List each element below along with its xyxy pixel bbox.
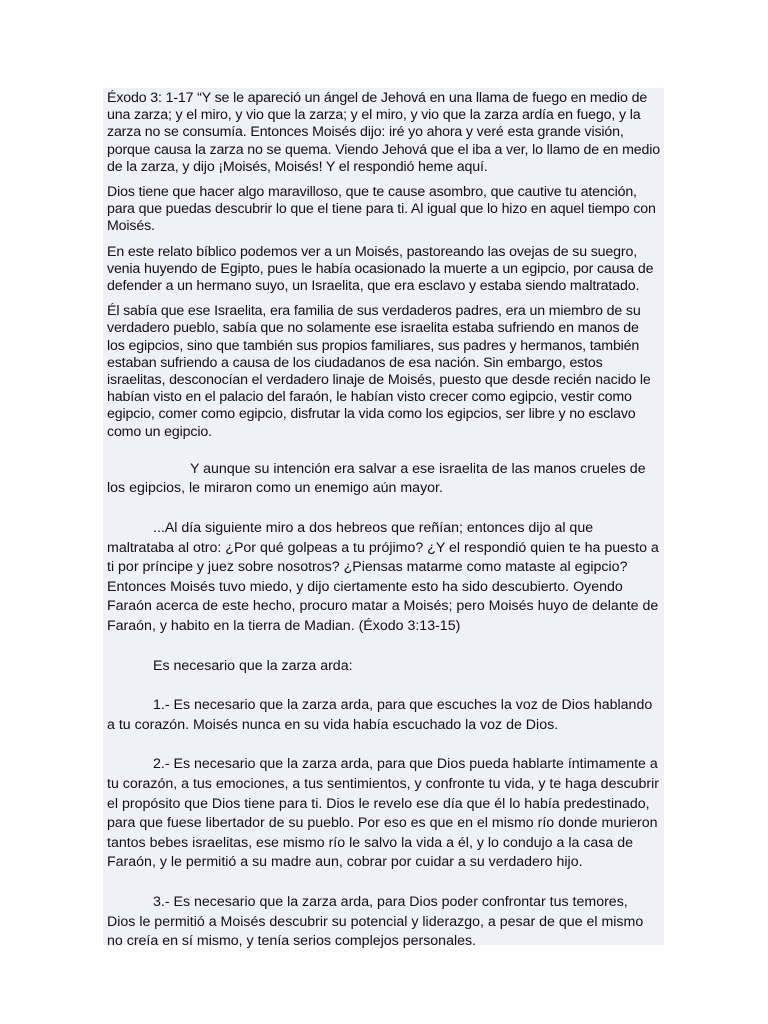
- paragraph-god-wonder: Dios tiene que hacer algo maravilloso, que te cause asombro, que cautive tu atención, para que puedas descubrir lo que el tiene para ti. Al igual que lo hizo en aquel tiempo con Moisés.: [107, 184, 656, 235]
- paragraph-zarza-heading-text: Es necesario que la zarza arda:: [153, 657, 353, 674]
- paragraph-point-3: [107, 893, 660, 952]
- paragraph-point-1-text: 1.- Es necesario que la zarza arda, para que escuches la voz de Dios hablando a tu corazón. Moisés nunca en su vida había escuchado la voz de Dios.: [107, 697, 653, 733]
- paragraph-exodus-quote: Éxodo 3: 1-17 “Y se le apareció un ángel de Jehová en una llama de fuego en medio de una zarza; y el miro, y vio que la zarza; y el miro, y vio que la zarza ardía en fuego, y la zarza no se consumía. Entonces Moisés dijo: iré yo ahora y veré esta grande visión, porque causa la zarza no se quema. Viendo Jehová que el iba a ver, lo llamo de en medio de la zarza, y dijo ¡Moisés, Moisés! Y el respondió heme aquí.: [107, 90, 660, 175]
- paragraph-zarza-heading: [107, 657, 660, 677]
- paragraph-point-3-text: 3.- Es necesario que la zarza arda, para Dios poder confrontar tus temores, Dios le permitió a Moisés descubrir su potencial y liderazgo, a pesar de que el mismo no creía en sí mismo, y tenía serios complejos personales.: [107, 893, 644, 950]
- paragraph-biblical-story: En este relato bíblico podemos ver a un Moisés, pastoreando las ovejas de su suegro, venia huyendo de Egipto, pues le había ocasionado la muerte a un egipcio, por causa de defender a un hermano suyo, un Israelita, que era esclavo y estaba siendo maltratado.: [107, 243, 654, 295]
- paragraph-intention-text: Y aunque su intención era salvar a ese israelita de las manos crueles de los egipcios, le miraron como un enemigo aún mayor.: [107, 460, 646, 497]
- paragraph-point-2: [107, 755, 660, 873]
- document-text: [107, 90, 660, 952]
- paragraph-point-2-text: 2.- Es necesario que la zarza arda, para que Dios pueda hablarte íntimamente a tu corazón, a tus emociones, a tus sentimientos, y confronte tu vida, y te haga descubrir el propósito que Dios tiene para ti. Dios le revelo ese día que él lo había predestinado, para que fuese libertador de su pueblo. Por eso es que en el mismo río donde murieron tantos bebes israelitas, ese mismo río le salvo la vida a él, y lo condujo a la casa de Faraón, y le permitió a su madre aun, cobrar por cuidar a su verdadero hijo.: [107, 756, 660, 871]
- paragraph-intention: [107, 460, 660, 499]
- paragraph-next-day-text: ...Al día siguiente miro a dos hebreos que reñían; entonces dijo al que maltrataba al otro: ¿Por qué golpeas a tu prójimo? ¿Y el respondió quien te ha puesto a ti por príncipe y juez sobre nosotros? ¿Piensas matarme como mataste al egipcio? Entonces Moisés tuvo miedo, y dijo ciertamente esto ha sido descubierto. Oyendo Faraón acerca de este hecho, procuro matar a Moisés; pero Moisés huyo de delante de Faraón, y habito en la tierra de Madian. (Éxodo 3:13-15): [107, 520, 659, 635]
- paragraph-point-1: [107, 696, 660, 735]
- paragraph-next-day: [107, 519, 660, 637]
- paragraph-israelite-family: Él sabía que ese Israelita, era familia de sus verdaderos padres, era un miembro de su verdadero pueblo, sabía que no solamente ese israelita estaba sufriendo en manos de los egipcios, sino que también sus propios familiares, sus padres y hermanos, también estaban sufriendo a causa de los ciudadanos de esa nación. Sin embargo, estos israelitas, desconocían el verdadero linaje de Moisés, puesto que desde recién nacido le habían visto en el palacio del faraón, le habían visto crecer como egipcio, vestir como egipcio, comer como egipcio, disfrutar la vida como los egipcios, ser libre y no esclavo como un egipcio.: [107, 303, 651, 440]
